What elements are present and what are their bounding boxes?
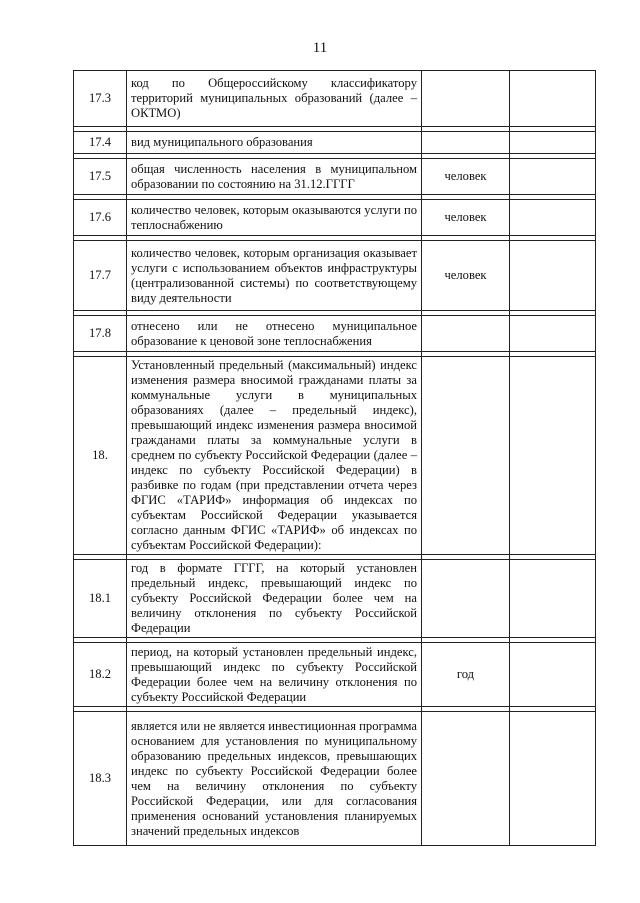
table-row [74,200,596,236]
row-unit [422,712,510,846]
table-row [74,241,596,311]
row-number: 17.8 [74,316,127,352]
row-description: год в формате ГГГГ, на который установлен предельный индекс, превышающий индекс по субъекту Российской Федерации более чем на величину отклонения по субъекту Российской Федерации [127,560,422,638]
table-row [74,357,596,555]
row-number: 17.5 [74,159,127,195]
row-value-cell [510,159,596,195]
row-value-cell [510,200,596,236]
row-number: 18.3 [74,712,127,846]
row-unit [422,71,510,127]
row-number: 17.4 [74,132,127,154]
row-unit [422,132,510,154]
table-row [74,712,596,846]
row-description: является или не является инвестиционная программа основанием для установления по муниципальному образованию предельных индексов, превышающих индекс по субъекту Российской Федерации более чем на величину отклонения по субъекту Российской Федерации, или для согласования применения оснований установления планируемых значений предельных индексов [127,712,422,846]
row-number: 17.6 [74,200,127,236]
table-row [74,132,596,154]
row-description: количество человек, которым оказываются услуги по теплоснабжению [127,200,422,236]
row-unit: человек [422,241,510,311]
row-value-cell [510,357,596,555]
row-value-cell [510,132,596,154]
row-unit [422,560,510,638]
row-value-cell [510,560,596,638]
row-number: 18.1 [74,560,127,638]
row-number: 18. [74,357,127,555]
row-value-cell [510,712,596,846]
table-row [74,316,596,352]
row-description: вид муниципального образования [127,132,422,154]
row-description: Установленный предельный (максимальный) индекс изменения размера вносимой гражданами платы за коммунальные услуги в муниципальных образованиях (далее – предельный индекс), превышающий индекс изменения размера вносимой гражданами платы за коммунальные услуги в среднем по субъекту Российской Федерации (далее – индекс по субъекту Российской Федерации) в разбивке по годам (при представлении отчета через ФГИС «ТАРИФ» информация об индексах по субъектам Российской Федерации указывается согласно данным ФГИС «ТАРИФ» об индексах по субъектам Российской Федерации): [127,357,422,555]
row-unit [422,316,510,352]
row-unit [422,357,510,555]
row-description: общая численность населения в муниципальном образовании по состоянию на 31.12.ГГГГ [127,159,422,195]
requirements-table [73,70,596,846]
row-number: 17.3 [74,71,127,127]
row-unit: человек [422,200,510,236]
row-value-cell [510,241,596,311]
row-number: 17.7 [74,241,127,311]
row-number: 18.2 [74,643,127,707]
page-number: 11 [312,40,328,56]
row-unit: человек [422,159,510,195]
table-row [74,71,596,127]
table-row [74,643,596,707]
row-value-cell [510,71,596,127]
row-unit: год [422,643,510,707]
table-row [74,159,596,195]
row-description: код по Общероссийскому классификатору территорий муниципальных образований (далее – ОКТМО) [127,71,422,127]
row-value-cell [510,316,596,352]
row-value-cell [510,643,596,707]
table-row [74,560,596,638]
row-description: период, на который установлен предельный индекс, превышающий индекс по субъекту Российской Федерации более чем на величину отклонения по субъекту Российской Федерации [127,643,422,707]
row-description: количество человек, которым организация оказывает услуги с использованием объектов инфраструктуры (централизованной системы) по соответствующему виду деятельности [127,241,422,311]
row-description: отнесено или не отнесено муниципальное образование к ценовой зоне теплоснабжения [127,316,422,352]
